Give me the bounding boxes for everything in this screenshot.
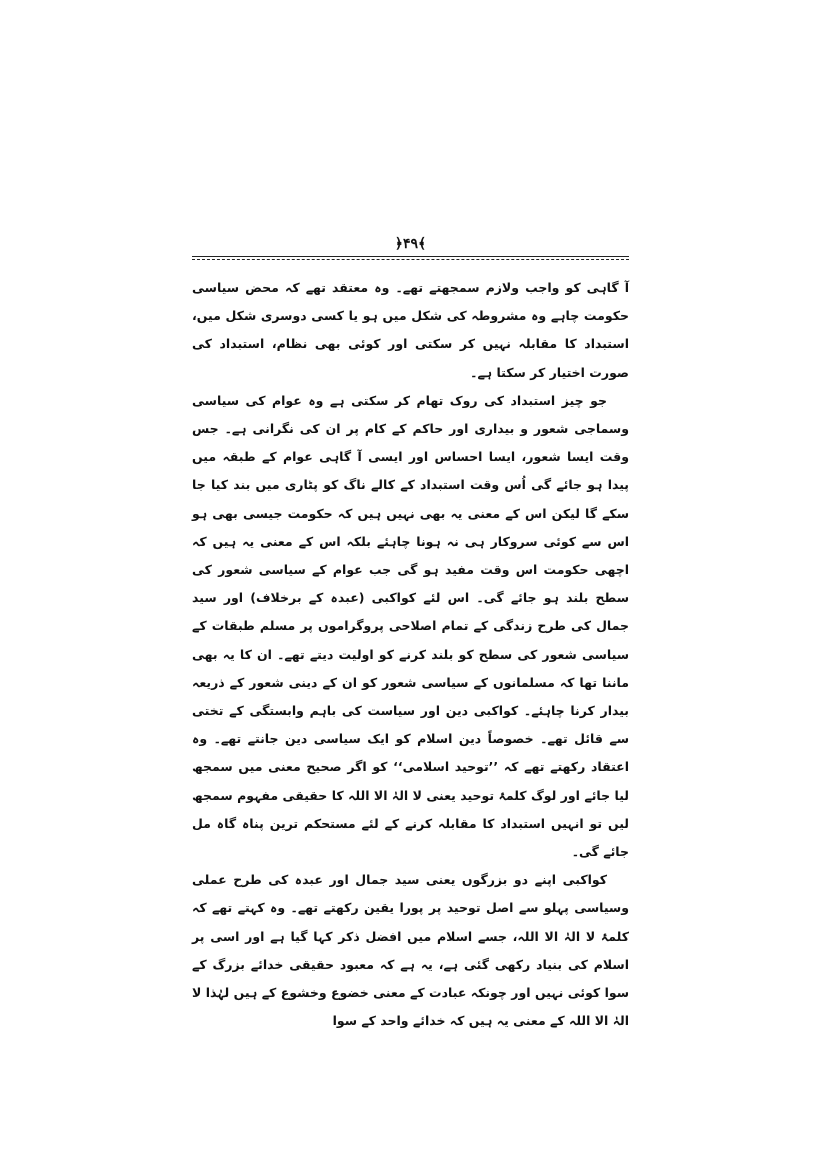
body-text [192, 274, 629, 1035]
paragraph-2: جو چیز استبداد کی روک تھام کر سکتی ہے وہ عوام کی سیاسی وسماجی شعور و بیداری اور حاکم کے کام پر ان کی نگرانی ہے۔ جس وقت ایسا شعور، ایسا احساس اور ایسی آ گاہی عوام کے طبقہ میں پیدا ہو جائے گی اُس وقت استبداد کے کالے ناگ کو پٹاری میں بند کیا جا سکے گا لیکن اس کے معنی یہ بھی نہیں ہیں کہ حکومت جیسی بھی ہو اس سے کوئی سروکار ہی نہ ہونا چاہئے بلکہ اس کے معنی یہ ہیں کہ اچھی حکومت اس وقت مفید ہو گی جب عوام کے سیاسی شعور کی سطح بلند ہو جائے گی۔ اس لئے کواکبی (عبدہ کے برخلاف) اور سید جمال کی طرح زندگی کے تمام اصلاحی پروگراموں پر مسلم طبقات کے سیاسی شعور کی سطح کو بلند کرنے کو اولیت دیتے تھے۔ ان کا یہ بھی ماننا تھا کہ مسلمانوں کے سیاسی شعور کو ان کے دینی شعور کے ذریعہ بیدار کرنا چاہئے۔ کواکبی دین اور سیاست کی باہم وابستگی کے تختی سے قائل تھے۔ خصوصاً دین اسلام کو ایک سیاسی دین جانتے تھے۔ وہ اعتقاد رکھتے تھے کہ ’’توحید اسلامی‘‘ کو اگر صحیح معنی میں سمجھ لیا جائے اور لوگ کلمۂ توحید یعنی لا الہٰ الا اللہ کا حقیقی مفہوم سمجھ لیں تو انہیں استبداد کا مقابلہ کرنے کے لئے مستحکم ترین پناہ گاہ مل جائے گی۔ [192, 392, 629, 860]
header-dotted-rule [192, 259, 629, 260]
paragraph-3: کواکبی اپنے دو بزرگوں یعنی سید جمال اور عبدہ کی طرح عملی وسیاسی پہلو سے اصل توحید پر پورا یقین رکھتے تھے۔ وہ کہتے تھے کہ کلمۂ لا الہٰ الا اللہ، جسے اسلام میں افضل ذکر کہا گیا ہے اور اسی پر اسلام کی بنیاد رکھی گئی ہے، یہ ہے کہ معبود حقیقی خدائے بزرگ کے سوا کوئی نہیں اور چونکہ عبادت کے معنی خضوع وخشوع کے ہیں لہٰذا لا الہٰ الا اللہ کے معنی یہ ہیں کہ خدائے واحد کے سوا [192, 872, 629, 1029]
page-header [192, 236, 629, 266]
header-rule [192, 256, 629, 257]
paragraph-1: آ گاہی کو واجب ولازم سمجھتے تھے۔ وہ معتقد تھے کہ محض سیاسی حکومت چاہے وہ مشروطہ کی شکل میں ہو یا کسی دوسری شکل میں، استبداد کا مقابلہ نہیں کر سکتی اور کوئی بھی نظام، استبداد کی صورت اختیار کر سکتا ہے۔ [192, 280, 629, 380]
page-number: ﴿۴۹﴾ [394, 236, 427, 252]
